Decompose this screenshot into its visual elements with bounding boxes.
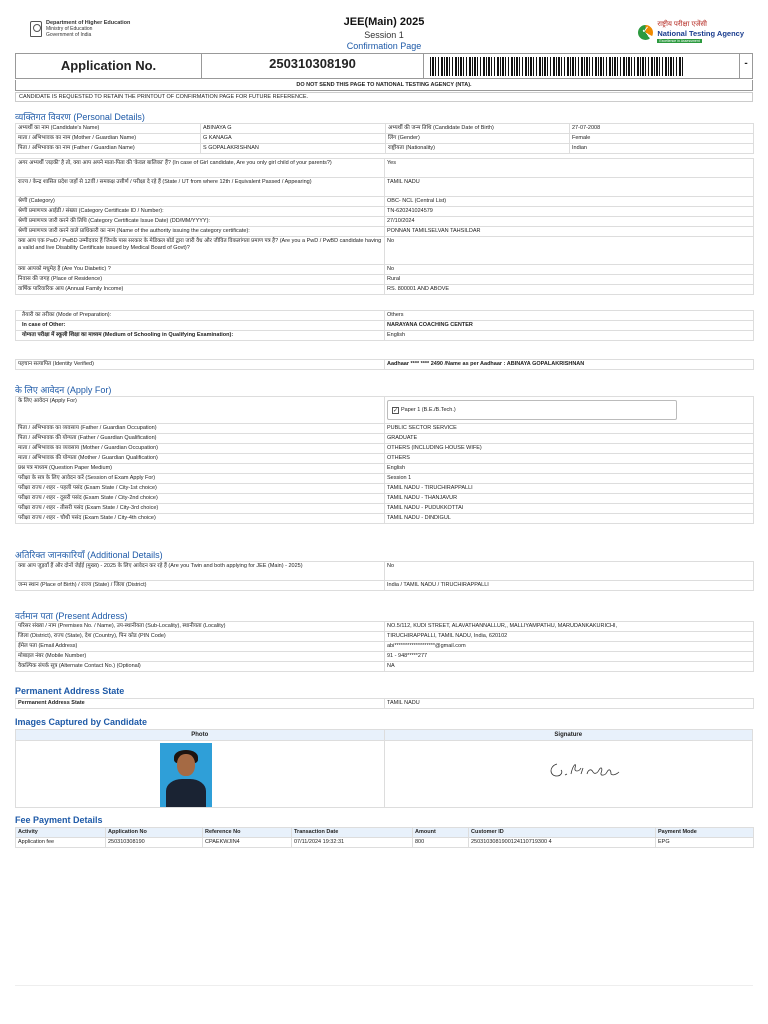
nta-logo-block xyxy=(638,20,744,44)
page-divider xyxy=(15,985,753,986)
do-not-send-notice: DO NOT SEND THIS PAGE TO NATIONAL TESTING AGENCY (NTA). xyxy=(15,80,753,91)
personal-top-table xyxy=(15,123,754,154)
apply-for-heading: के लिए आवेदन (Apply For) xyxy=(15,385,112,395)
candidate-signature xyxy=(545,754,625,784)
table-row: वार्षिक पारिवारिक आय (Annual Family Income) RS. 800001 AND ABOVE xyxy=(16,285,754,295)
nta-tagline: Excellence in Assessment xyxy=(659,39,700,43)
table-row: पिता / अभिभावक की योग्यता (Father / Guardian Qualification) GRADUATE xyxy=(16,434,754,444)
signature-label: Signature xyxy=(385,730,753,741)
table-row: Permanent Address State TAMIL NADU xyxy=(16,699,754,709)
table-row: के लिए आवेदन (Apply For) ✓ Paper 1 (B.E./B.Tech.) xyxy=(16,397,754,424)
nta-english: National Testing Agency xyxy=(657,29,744,38)
table-row: ईमेल पता (Email Address) abi*******************@gmail.com xyxy=(16,642,754,652)
retain-printout-notice: CANDIDATE IS REQUESTED TO RETAIN THE PRINTOUT OF CONFIRMATION PAGE FOR FUTURE REFERENCE. xyxy=(15,92,753,102)
table-row: राज्य / केन्द्र शासित प्रदेश जहाँ से 12वीं / समकक्ष उत्तीर्ण / परीक्षा दे रहे हैं (State / UT from where 12th / Equivalent Passed / Appearing) TAMIL NADU xyxy=(16,178,754,197)
table-row: माता / अभिभावक की योग्यता (Mother / Guardian Qualification) OTHERS xyxy=(16,454,754,464)
table-row: क्या आप एक PwD / PwBD उम्मीदवार हैं जिनके पास सरकार के मेडिकल बोर्ड द्वारा जारी वैध और जीवित विकलांगता प्रमाण पत्र है? (Are you a PwD / PwBD candidate having a valid and live Disability Certificate issued by Medical Board of Govt)? No xyxy=(16,237,754,265)
checkbox-icon: ✓ xyxy=(393,407,399,414)
dept-line3: Government of India xyxy=(46,32,92,38)
table-row: वैकल्पिक संपर्क सूत्र (Alternate Contact No.) (Optional) NA xyxy=(16,662,754,672)
fee-heading: Fee Payment Details xyxy=(15,815,103,825)
permanent-address-table xyxy=(15,698,754,709)
table-row: जन्म स्थान (Place of Birth) / राज्य (State) / जिला (District) India / TAMIL NADU / TIRUCHIRAPPALLI xyxy=(16,581,754,591)
application-label: Application No. xyxy=(16,54,202,78)
table-row: श्रेणी प्रमाणपत्र आईडी / संख्या (Category Certificate ID / Number): TN-620241024579 xyxy=(16,207,754,217)
table-row: योग्यता परीक्षा में स्कूली शिक्षा का माध्यम (Medium of Schooling in Qualifying Examination): English xyxy=(16,331,754,341)
table-row: परीक्षा राज्य / शहर - पहली पसंद (Exam State / City-1st choice) TAMIL NADU - TIRUCHIRAPPALLI xyxy=(16,484,754,494)
table-row: परिसर संख्या / नाम (Premises No. / Name), उप-स्थानीयता (Sub-Locality), स्थानीयता (Locality) NO.5/112, KUDI STREET, ALAVATHANNALLUR,, MALLIYAMPATHU, MARUDANKAKURICHI, xyxy=(16,622,754,632)
page-header xyxy=(0,14,768,54)
table-row: क्या आप जुड़वाँ हैं और दोनों जेईई (मुख्य) - 2025 के लिए आवेदन कर रहे हैं (Are you Twin and both applying for JEE (Main) - 2025) No xyxy=(16,562,754,581)
table-row: जिला (District), राज्य (State), देश (Country), पिन कोड (PIN Code) TIRUCHIRAPPALLI, TAMIL NADU, India, 620102 xyxy=(16,632,754,642)
session-label: Session 1 xyxy=(364,30,404,40)
application-dash: - xyxy=(744,58,748,69)
paper-label: Paper 1 (B.E./B.Tech.) xyxy=(401,406,456,413)
table-row: श्रेणी प्रमाणपत्र जारी करने वाले प्राधिकारी का नाम (Name of the authority issuing the category certificate): PONNAN TAMILSELVAN TAHSILDAR xyxy=(16,227,754,237)
table-row: In case of Other: NARAYANA COACHING CENTER xyxy=(16,321,754,331)
table-row: प्रश्न पत्र माध्यम (Question Paper Medium) English xyxy=(16,464,754,474)
table-header-row: Activity Application No Reference No Transaction Date Amount Customer ID Payment Mode xyxy=(16,828,754,838)
images-heading: Images Captured by Candidate xyxy=(15,717,148,727)
table-row: परीक्षा राज्य / शहर - तीसरी पसंद (Exam State / City-3rd choice) TAMIL NADU - PUDUKKOTTAI xyxy=(16,504,754,514)
fee-table xyxy=(15,827,754,848)
nta-hindi: राष्ट्रीय परीक्षा एजेंसी xyxy=(657,21,707,28)
additional-details-table xyxy=(15,561,754,591)
additional-details-heading: अतिरिक्त जानकारियाँ (Additional Details) xyxy=(15,550,163,560)
table-row: माता / अभिभावक का नाम (Mother / Guardian Name) G KANAGA लिंग (Gender) Female xyxy=(16,134,754,144)
table-row: मोबाइल नंबर (Mobile Number) 91 - 948*****277 xyxy=(16,652,754,662)
dept-line1: Department of Higher Education xyxy=(46,20,131,26)
exam-title: JEE(Main) 2025 xyxy=(343,16,425,28)
photo-label: Photo xyxy=(16,730,384,741)
table-row: निवास की जगह (Place of Residence) Rural xyxy=(16,275,754,285)
images-panel xyxy=(15,729,753,808)
personal-details-heading: व्यक्तिगत विवरण (Personal Details) xyxy=(15,112,145,122)
table-row: तैयारी का तरीका (Mode of Preparation): Others xyxy=(16,311,754,321)
table-row: माता / अभिभावक का व्यवसाय (Mother / Guardian Occupation) OTHERS (INCLUDING HOUSE WIFE) xyxy=(16,444,754,454)
table-row: श्रेणी प्रमाणपत्र जारी करने की तिथि (Category Certificate Issue Date) (DD/MM/YYYY): 27/10/2024 xyxy=(16,217,754,227)
table-row: Application fee 250310308190 CPAEKWJIN4 07/11/2024 19:32:31 800 2503103081900124110719300 4 EPG xyxy=(16,838,754,848)
permanent-address-heading: Permanent Address State xyxy=(15,686,125,696)
personal-details-table xyxy=(15,158,754,295)
candidate-photo xyxy=(160,743,212,807)
table-row: क्या आपको मधुमेह है (Are You Diabetic) ? No xyxy=(16,265,754,275)
barcode-icon xyxy=(430,57,684,76)
application-number: 250310308190 xyxy=(202,54,424,78)
table-row: पहचान सत्यापित (Identity Verified) Aadhaar **** **** 2490 /Name as per Aadhaar : ABINAYA GOPALAKRISHNAN xyxy=(16,360,754,370)
present-address-heading: वर्तमान पता (Present Address) xyxy=(15,611,128,621)
table-row: परीक्षा के सत्र के लिए आवेदन करें (Session of Exam Apply For) Session 1 xyxy=(16,474,754,484)
page-subtitle: Confirmation Page xyxy=(346,41,422,51)
table-row: परीक्षा राज्य / शहर - दूसरी पसंद (Exam State / City-2nd choice) TAMIL NADU - THANJAVUR xyxy=(16,494,754,504)
table-row: अभ्यर्थी का नाम (Candidate's Name) ABINAYA G अभ्यर्थी की जन्म तिथि (Candidate Date of Birth) 27-07-2008 xyxy=(16,124,754,134)
application-number-box xyxy=(15,53,753,79)
paper-choice xyxy=(387,400,677,420)
table-row: पिता / अभिभावक का नाम (Father / Guardian Name) S GOPALAKRISHNAN राष्ट्रीयता (Nationality) Indian xyxy=(16,144,754,154)
dept-line2: Ministry of Education xyxy=(46,26,93,32)
table-row: परीक्षा राज्य / शहर - चौथी पसंद (Exam State / City-4th choice) TAMIL NADU - DINDIGUL xyxy=(16,514,754,524)
table-row: श्रेणी (Category) OBC- NCL (Central List) xyxy=(16,197,754,207)
table-row: पिता / अभिभावक का व्यवसाय (Father / Guardian Occupation) PUBLIC SECTOR SERVICE xyxy=(16,424,754,434)
present-address-table xyxy=(15,621,754,672)
apply-for-table xyxy=(15,396,754,524)
preparation-table xyxy=(15,310,754,341)
nta-check-icon xyxy=(638,25,653,40)
identity-table xyxy=(15,359,754,370)
table-row: अगर अभ्यर्थी 'लड़की' है तो, क्या आप अपने माता-पिता की 'केवल बालिका' हैं? (In case of Girl candidate, Are you only girl child of your parents?) Yes xyxy=(16,159,754,178)
